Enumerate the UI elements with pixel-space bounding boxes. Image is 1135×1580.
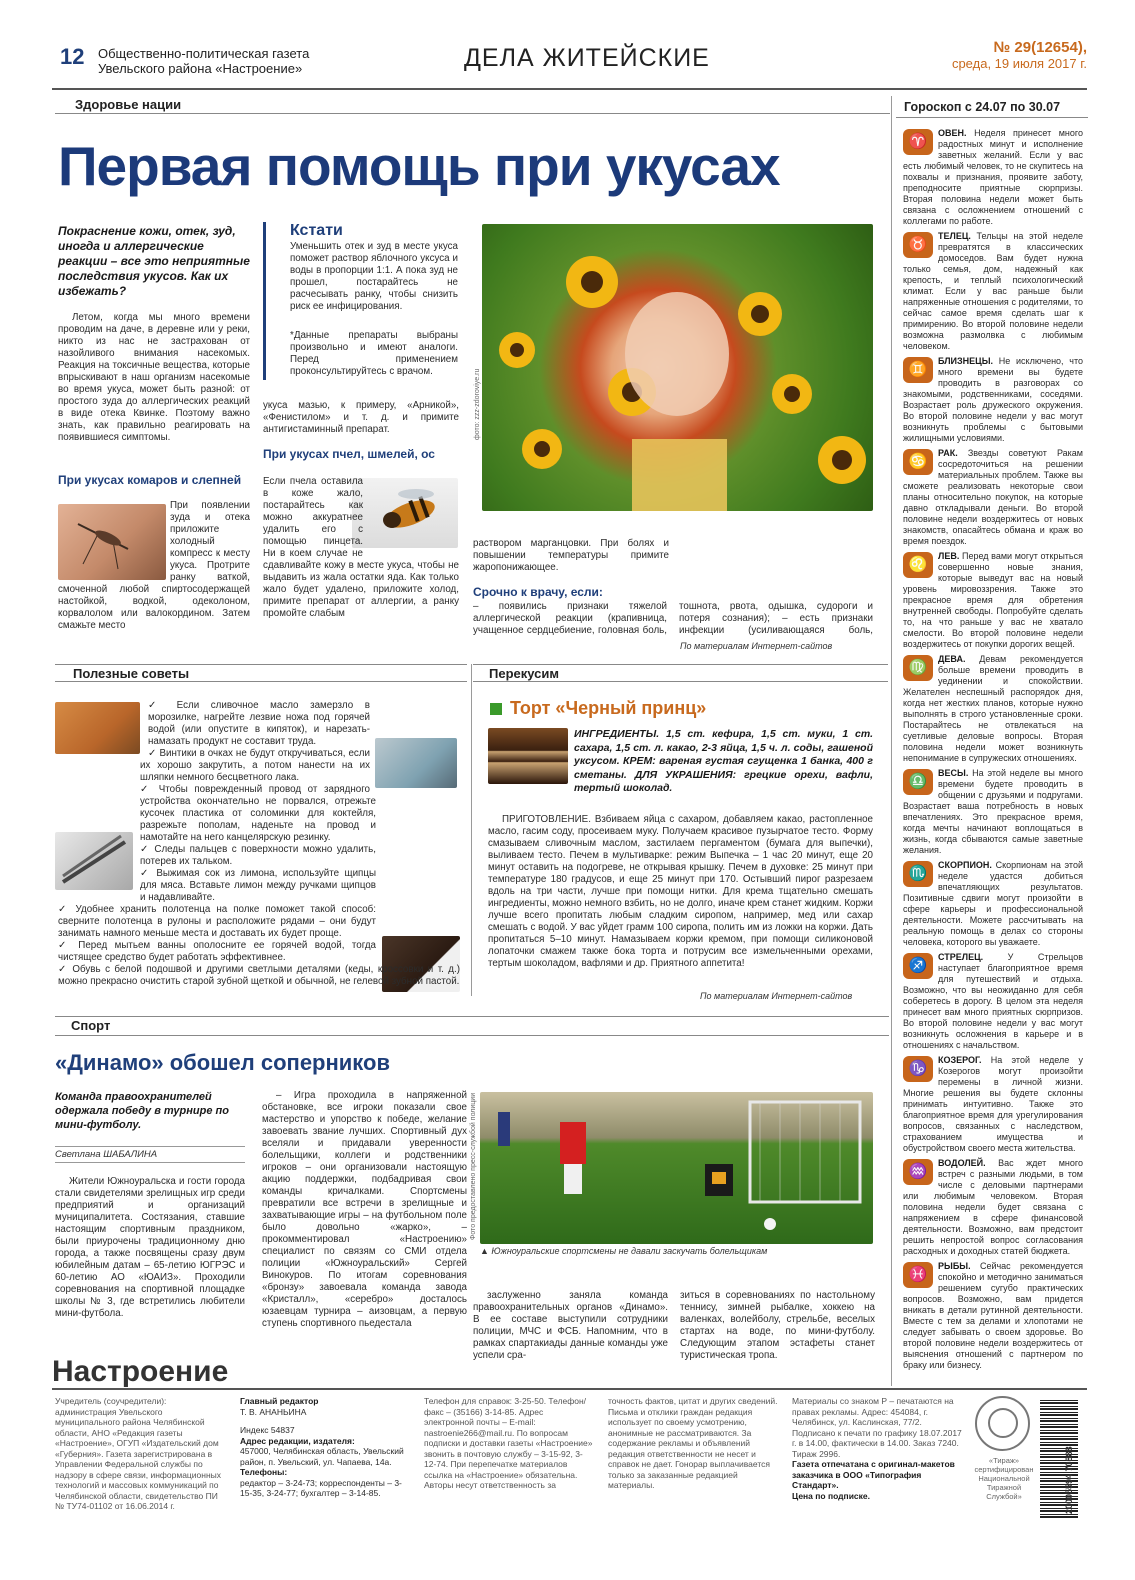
horoscope-sign-libra [903, 768, 1083, 856]
section-title: ДЕЛА ЖИТЕЙСКИЕ [464, 44, 710, 72]
football-photo-credit: Фото предоставлено пресс-службой полиции [470, 1092, 477, 1240]
doctor-text-spacer [673, 538, 873, 598]
article-intro: Летом, когда мы много времени проводим на даче, в деревне или у реки, никто из нас не застрахован от назойливого внимания насекомых. Реакция на токсичные вещества, которые впрыскивают в наш организм насекомые во время укуса, может быть разной: от простого зуда до аллергических реакций в виде отека Квинке. Поэтому важно знать, как правильно реагировать на появившиеся симптомы. [58, 312, 250, 443]
tips-tag-bar [55, 664, 467, 682]
sign-name: РЫБЫ. [938, 1261, 971, 1271]
health-source: По материалам Интернет-сайтов [680, 641, 833, 651]
football-caption-text: Южноуральские спортсмены не давали заскучать болельщикам [491, 1246, 768, 1256]
ointment-text: укуса мазью, к примеру, «Арникой», «Фенистилом» и т. д. и примите антигистаминный препарат. [263, 400, 459, 435]
sign-text: Звезды советуют Ракам сосредоточиться на решении материальных проблем. Также вы сможете реализовать некоторые свои планы относительно покупок, на которые давно откладывали деньги. Во второй половине недели воздержитесь от новых знакомств, опасайтесь обмана и краж во время поездок. [903, 448, 1083, 546]
horoscope-sign-taurus [903, 231, 1083, 352]
footer-phones-label: Телефоны: [240, 1467, 288, 1477]
sport-col3: заслуженно заняла команда правоохранительных органов «Динамо». В ее составе выступили сотрудники полиции, МЧС и ФСБ. Напомним, что в рамках спартакиады данные команды уже успели сра- [473, 1290, 668, 1361]
sign-name: СТРЕЛЕЦ. [938, 952, 984, 962]
footer-phones: редактор – 3-24-73; корреспонденты – 3-15-35, 3-24-77; бухгалтер – 3-14-85. [240, 1477, 402, 1498]
leo-icon: ♌ [903, 552, 933, 578]
tip-item: ✓ Чтобы поврежденный провод от зарядного устройства окончательно не порвался, отрежьте кусочек пластика от соломинки для коктейля, разрежьте пополам, наденьте на провод и намотайте на него канцелярскую резинку. [140, 784, 376, 843]
horoscope-list [903, 128, 1083, 1383]
tip-item: ✓ Если сливочное масло замерзло в морозилке, нагрейте лезвие ножа под горячей водой (или опустите в кипяток), и нарезать-намазать продукт не составит труда. [148, 700, 370, 747]
football-caption: ▲ Южноуральские спортсмены не давали заскучать болельщикам [480, 1246, 768, 1256]
aquarius-icon: ♒ [903, 1159, 933, 1185]
health-tag: Здоровье нации [75, 97, 182, 112]
issue-number: № 29(12654), [993, 39, 1087, 56]
col3-text: раствором марганцовки. При болях и повышении температуры примите жаропонижающее. [473, 538, 669, 573]
tip-item: ✓ Удобнее хранить полотенца на полке поможет такой способ: сверните полотенца в рулоны и расположите рядами – они будут занимать намного меньше места и доставать их будет проще. [58, 904, 376, 939]
circulation-seal-icon [975, 1396, 1030, 1451]
kstati-bar [263, 222, 266, 380]
recipe-source: По материалам Интернет-сайтов [700, 991, 853, 1001]
health-tag-bar [55, 96, 890, 114]
horoscope-sign-capricorn [903, 1055, 1083, 1154]
cancer-icon: ♋ [903, 449, 933, 475]
article-title: Первая помощь при укусах [58, 135, 780, 197]
article-lead: Покраснение кожи, отек, зуд, иногда и аллергические реакции – все это неприятные последствия укусов. Как их избежать? [58, 224, 250, 298]
circulation-stamp: «Тираж» сертифицирован Национальной Тиражной Службой» [974, 1456, 1034, 1501]
sport-col2: – Игра проходила в напряженной обстановке, все игроки показали свое мастерство и упорство к победе, желание завоевать звание лучших. Спортивный дух вселяли и придавали уверенности болельщики, коллеги и родственники игроков – они организовали настоящую акцию поддержки, подбадривая свои команды кричалками. Спортсмены превратили все встречи в зрелищные и захватывающие игры – на футбольном поле было довольно «жарко», – прокомментировал «Настроению» специалист по связям со СМИ отдела полиции «Южноуральский» Сергей Винокуров. По итогам соревнования «бронзу» завоевала команда завода «Кристалл», «серебро» досталось юзаевцам турнира – аизовцам, а первую ступень спортивного пьедестала [262, 1090, 467, 1329]
aries-icon: ♈ [903, 129, 933, 155]
recipe-title: Торт «Черный принц» [510, 698, 707, 718]
sign-text: Неделя принесет много радостных минут и исполнение заветных желаний. Если у вас есть любимый человек, то не скупитесь на похвалы и признания, проявите заботу, преподносите приятные сюрпризы. Вторая половина недели может быть связана с осложнением отношений с коллегами по работе. [903, 128, 1083, 226]
footer-contacts: Телефон для справок: 3-25-50. Телефон/факс – (35166) 3-14-85. Адрес электронной почты – E-mail: nastroenie266@mail.ru. По вопросам подписки и доставки газеты «Настроение» звонить в почтовую службу – 3-15-92, 3-12-74. При перепечатке материалов ссылка на «Настроение» обязательна. Авторы несут ответственность за [424, 1396, 593, 1490]
recipe-tag-bar [473, 664, 888, 682]
horoscope-sign-cancer [903, 448, 1083, 547]
kstati-text: Уменьшить отек и зуд в месте укуса поможет раствор яблочного уксуса и воды в пропорции 1:1. А пока зуд не прошел, постарайтесь не расчесывать ранку, чтобы снизить риск ее инфицирования. [290, 241, 458, 312]
girl-sunflowers-photo [482, 224, 873, 511]
paper-name [98, 46, 309, 76]
tip-item: ✓ Обувь с белой подошвой и другими светлыми деталями (кеды, кроссовки и т. д.) можно прекрасно очистить старой зубной щеткой и обычной, не гелевой зубной пастой. [58, 964, 460, 987]
footer-price: Цена по подписке. [792, 1490, 870, 1501]
footer-print-text: Материалы со знаком Р – печатаются на правах рекламы. Адрес: 454084, г. Челябинск, ул. Каслинская, 77/2. Подписано к печати по графику 18.07.2017 г. в 14.00, фактически в 14.00. Заказ 7240. Тираж 2996. [792, 1396, 962, 1459]
footer-print-label: Газета отпечатана с оригинал-макетов заказчика в ООО «Типография Стандарт». [792, 1459, 955, 1490]
pisces-icon: ♓ [903, 1262, 933, 1288]
bee-text-content: Если пчела оставила в коже жало, постарайтесь как можно аккуратнее удалить его с помощью пинцета. Ни в коем случае не сдавливайте кожу в месте укуса, чтобы не выдавить из жала остатки яда. Как только жало будет удалено, приложите холод, примите препарат от аллергии, а ранку промойте слабым [263, 476, 459, 619]
scorpio-icon: ♏ [903, 861, 933, 887]
sign-text: Скорпионам на этой неделе удастся добиться впечатляющих результатов. Позитивные сдвиги могут произойти в сфере карьеры и профессиональной деятельности. Можете рассчитывать на реальную помощь в делах со стороны человека, которого вы уважаете. [903, 860, 1083, 947]
taurus-icon: ♉ [903, 232, 933, 258]
horoscope-sign-virgo [903, 654, 1083, 764]
horoscope-sign-aquarius [903, 1158, 1083, 1257]
tip-item: ✓ Перед мытьем ванны ополосните ее горячей водой, тогда чистящее средство будет работать эффективнее. [58, 940, 376, 963]
tip-item: ✓ Следы пальцев с поверхности можно удалить, потерев их тальком. [140, 844, 376, 867]
sign-name: КОЗЕРОГ. [938, 1055, 982, 1065]
sign-text: Тельцы на этой неделе превратятся в классических домоседов. Вам будет нужна только семья, дом, надежный как крепость, и теплый психологический климат. Если у вас раньше были напряженные отношения с родителями, то сейчас самое время сделать шаг к примирению. Во второй половине недели возможна размолвка с любимым человеком. [903, 231, 1083, 351]
paper-name-line1: Общественно-политическая газета [98, 46, 310, 61]
sign-name: ЛЕВ. [938, 551, 960, 561]
horoscope-sign-leo [903, 551, 1083, 650]
sport-lead: Команда правоохранителей одержала победу в турнире по мини-футболу. [55, 1091, 229, 1131]
recipe-bullet-icon [490, 703, 502, 715]
doctor-text: – появились признаки тяжелой аллергической реакции (крапивница, учащенное сердцебиение, головная боль, тошнота, рвота, одышка, судороги и потеря сознания); – есть признаки инфекции (усиливающаяся боль, [473, 601, 873, 636]
recipe-method: ПРИГОТОВЛЕНИЕ. Взбиваем яйца с сахаром, добавляем какао, растопленное масло, гасим соду, просеиваем муку. Получаем красивое пузырчатое тесто. Форму смазываем сливочным маслом, застилаем пергаментом (бумага для выпечки), выливаем тесто. Печем в мультиварке: режим Выпечка – 1 час 20 минут, еще 20 минут оставить на подогреве, не открывая крышку. Печем в духовке: 25 минут при температуре 180 градусов, и еще 25 минут при 170. Остывший пирог разрезаем вдоль на три части, лучше при помощи нитки. Для крема тщательно смешать ингредиенты, можно немного взбить, но не долго, иначе крем станет жидким. Коржи лучше всего пропитать любым сладким сиропом, например, мед или сахар смешать с водой. У вас уйдет грамм 100 сиропа, полить им из ложки на коржи. Дать пропитаться 5–10 минут. Намазываем коржи кремом, при помощи силиконовой лопаточки смажем также бока торта и потрусим все измельченными орехами, тертым шоколадом, вафлями и др. Приятного аппетита! [488, 814, 873, 969]
gemini-icon: ♊ [903, 357, 933, 383]
horoscope-tag: Гороскоп с 24.07 по 30.07 [904, 100, 1061, 114]
sign-name: ВЕСЫ. [938, 768, 969, 778]
horoscope-sign-scorpio [903, 860, 1083, 948]
kstati-note: *Данные препараты выбраны произвольно и имеют аналоги. Перед применением проконсультируйтесь с врачом. [290, 330, 458, 377]
sport-title: «Динамо» обошел соперников [55, 1050, 390, 1075]
header-rule [52, 88, 1087, 90]
sign-text: На этой неделе у Козерогов могут произойти перемены в личной жизни. Многие решения вы будете склонны принимать интуитивно. Также это благоприятное время для урегулирования вопросов, связанных с наследством, страхованием имущества и обустройством своего места жительства. [903, 1055, 1083, 1153]
sign-text: Вас ждет много встреч с разными людьми, в том числе с деловыми партнерами или любимым человеком. Вторая половина недели будет связана с напряжением в сфере финансовой деятельности. Возможно, вам предстоит решить непростой вопрос согласования расходных и доходных статей бюджета. [903, 1158, 1083, 1256]
sport-col1: Жители Южноуральска и гости города стали свидетелями зрелищных игр среди предприятий и организаций муниципалитета. Состязания, ставшие настоящим спортивным праздником, были приурочены традиционному дню города, а также посвящены сразу двум юбилейным датам – 65-летию ЮГРЭС и 60-летию АО «ЮАИЗ». Проходили соревнования на спортивной площадке школы № 3, где встретились любители мини-футбола. [55, 1176, 245, 1319]
virgo-icon: ♍ [903, 655, 933, 681]
footer-editorial [240, 1396, 410, 1499]
tips-divider [471, 664, 472, 996]
sign-name: ДЕВА. [938, 654, 966, 664]
sign-name: РАК. [938, 448, 958, 458]
tip-item: ✓ Винтики в очках не будут откручиваться, если их хорошо закрутить, а потом нанести на их шляпки немного бесцветного лака. [140, 748, 370, 783]
horoscope-divider [891, 96, 892, 1386]
footer-address: 457000, Челябинская область, Увельский район, п. Увельский, ул. Чапаева, 14а. [240, 1446, 404, 1467]
capricorn-icon: ♑ [903, 1056, 933, 1082]
bee-text [263, 476, 459, 642]
footer-responsibility: точность фактов, цитат и других сведений. Письма и отклики граждан редакция использует по своему усмотрению, анонимные не рассматриваются. За содержание рекламы и объявлений редакция ответственности не несет и справок не дает. Гонорар выплачивается только за заказанные редакцией материалы. [608, 1396, 778, 1490]
issue-info [952, 40, 1087, 72]
barcode-number: 20005594 70888 [1064, 1446, 1074, 1514]
sign-name: СКОРПИОН. [938, 860, 992, 870]
recipe-tag: Перекусим [489, 666, 559, 681]
mosquito-text-content: При появлении зуда и отека приложите холодный компресс к месту укуса. Протрите ранку ваткой, смоченной любой спиртосодержащей настойкой, водкой, одеколоном, корвалолом или валокордином. Затем смажьте место [58, 500, 250, 631]
horoscope-sign-sagittarius [903, 952, 1083, 1051]
footer-editor-label: Главный редактор [240, 1396, 319, 1406]
sign-text: Девам рекомендуется больше времени проводить в уединении и спокойствии. Желателен неспешный распорядок дня, когда нет жестких планов, которые нужно выполнять в строго установленные сроки. Постарайтесь не отвлекаться на суетливые деловые вопросы. Вторая половина недели может возникнуть непонимание в супружеских отношениях. [903, 654, 1083, 763]
sunflower-icon [482, 224, 873, 511]
horoscope-sign-aries [903, 128, 1083, 227]
mosquito-subtitle: При укусах комаров и слепней [58, 473, 242, 487]
sport-author: Светлана ШАБАЛИНА [55, 1146, 245, 1163]
sagittarius-icon: ♐ [903, 953, 933, 979]
footer-founder: Учредитель (соучредители): администрация Увельского муниципального района Челябинской области, АНО «Редакция газеты «Настроение», ОГУП «Издательский дом «Губерния». Газета зарегистрирована в Управлении Федеральной службы по надзору в сфере связи, информационных технологий и массовых коммуникаций по Челябинской области, свидетельство ПИ № ТУ74-01102 от 16.06.2014 г. [55, 1396, 222, 1511]
footer-address-label: Адрес редакции, издателя: [240, 1435, 355, 1446]
sport-col4: зиться в соревнованиях по настольному теннису, зимней рыбалке, хоккею на валенках, волейболу, стрельбе, веселых стартах на воде, по мини-футболу. Следующим этапом эстафеты станет туристическая тропа. [680, 1290, 875, 1361]
issue-date: среда, 19 июля 2017 г. [951, 56, 1087, 71]
sign-name: ТЕЛЕЦ. [938, 231, 971, 241]
sport-tag-bar [55, 1016, 889, 1036]
horoscope-tag-bar [896, 96, 1088, 118]
football-photo [480, 1092, 873, 1244]
footer-editor: Т. В. АНАНЬИНА [240, 1406, 307, 1417]
libra-icon: ♎ [903, 769, 933, 795]
recipe-ingredients [488, 728, 873, 808]
girl-photo-credit: фото: zzz-zdoroviye.ru [474, 368, 481, 440]
kstati-title: Кстати [290, 222, 343, 239]
tips-list [58, 700, 460, 996]
bee-subtitle: При укусах пчел, шмелей, ос [263, 447, 435, 461]
sign-text: Не исключено, что много времени вы будете проводить в разговорах со знакомыми, родственниками, соседями. Возрастает роль дружеского окружения. Во второй половине недели у вас могут возникнуть проблемы с бытовыми жилищными условиями. [903, 356, 1083, 443]
sport-tag: Спорт [71, 1018, 111, 1033]
doctor-subtitle: Срочно к врачу, если: [473, 585, 603, 599]
sign-name: ВОДОЛЕЙ. [938, 1158, 986, 1168]
mosquito-text [58, 500, 250, 640]
tip-item: ✓ Выжимая сок из лимона, используйте щипцы для мяса. Вставьте лимон между ручками щипцов и надавливайте. [140, 868, 376, 903]
football-icon [480, 1092, 873, 1244]
paper-name-line2: Увельского района «Настроение» [98, 61, 303, 76]
sign-text: Перед вами могут открыться совершенно новые знания, которые выведут вас на новый уровень мировоззрения. Также это прекрасное время для обретения внутренней свободы. Попробуйте сделать то, на что раньше у вас не хватало смелости. Во второй половине недели воздержитесь от покупки дорогих вещей. [903, 551, 1083, 649]
horoscope-sign-pisces [903, 1261, 1083, 1371]
sign-name: БЛИЗНЕЦЫ. [938, 356, 994, 366]
sign-text: У Стрельцов наступает благоприятное время для путешествий и отдыха. Возможно, что вы неожиданно для себя соберетесь в дорогу. В целом эта неделя принесет вам много приятных сюрпризов. Во второй половине недели у вас могут возникнуть осложнения в карьере и в отношениях с начальством. [903, 952, 1083, 1050]
tips-tag: Полезные советы [73, 666, 190, 681]
footer-print [792, 1396, 964, 1501]
page-number: 12 [60, 44, 85, 69]
horoscope-sign-gemini [903, 356, 1083, 444]
sign-text: На этой неделе вы много времени будете проводить в общении с друзьями и подругами. Возрастает ваша потребность в новых впечатлениях. Это прекрасное время, когда мечты начинают воплощаться в жизнь, когда сбываются самые заветные желания. [903, 768, 1083, 855]
recipe-ingredients-text: ИНГРЕДИЕНТЫ. 1,5 ст. кефира, 1,5 ст. муки, 1 ст. сахара, 1,5 ст. л. какао, 2-3 яйца, 1,5 ч. л. соды, гашеной уксусом. КРЕМ: вареная густая сгущенка 1 банка, 400 г сметаны. ДЛЯ УКРАШЕНИЯ: грецкие орехи, вафли, тертый шоколад. [574, 728, 873, 794]
footer-index: Индекс 54837 [240, 1425, 295, 1435]
sign-name: ОВЕН. [938, 128, 967, 138]
sign-text: Сейчас рекомендуется спокойно и методично заниматься решением сугубо практических вопросов. Возможно, вам придется вникать в детали рутинной деятельности. Вместе с тем за делами и хлопотами не следует забывать о своем здоровье. Во второй половине недели воздержитесь от выяснения отношений с партнером по браку или бизнесу. [903, 1261, 1083, 1370]
footer-logo: Настроение [52, 1355, 229, 1388]
